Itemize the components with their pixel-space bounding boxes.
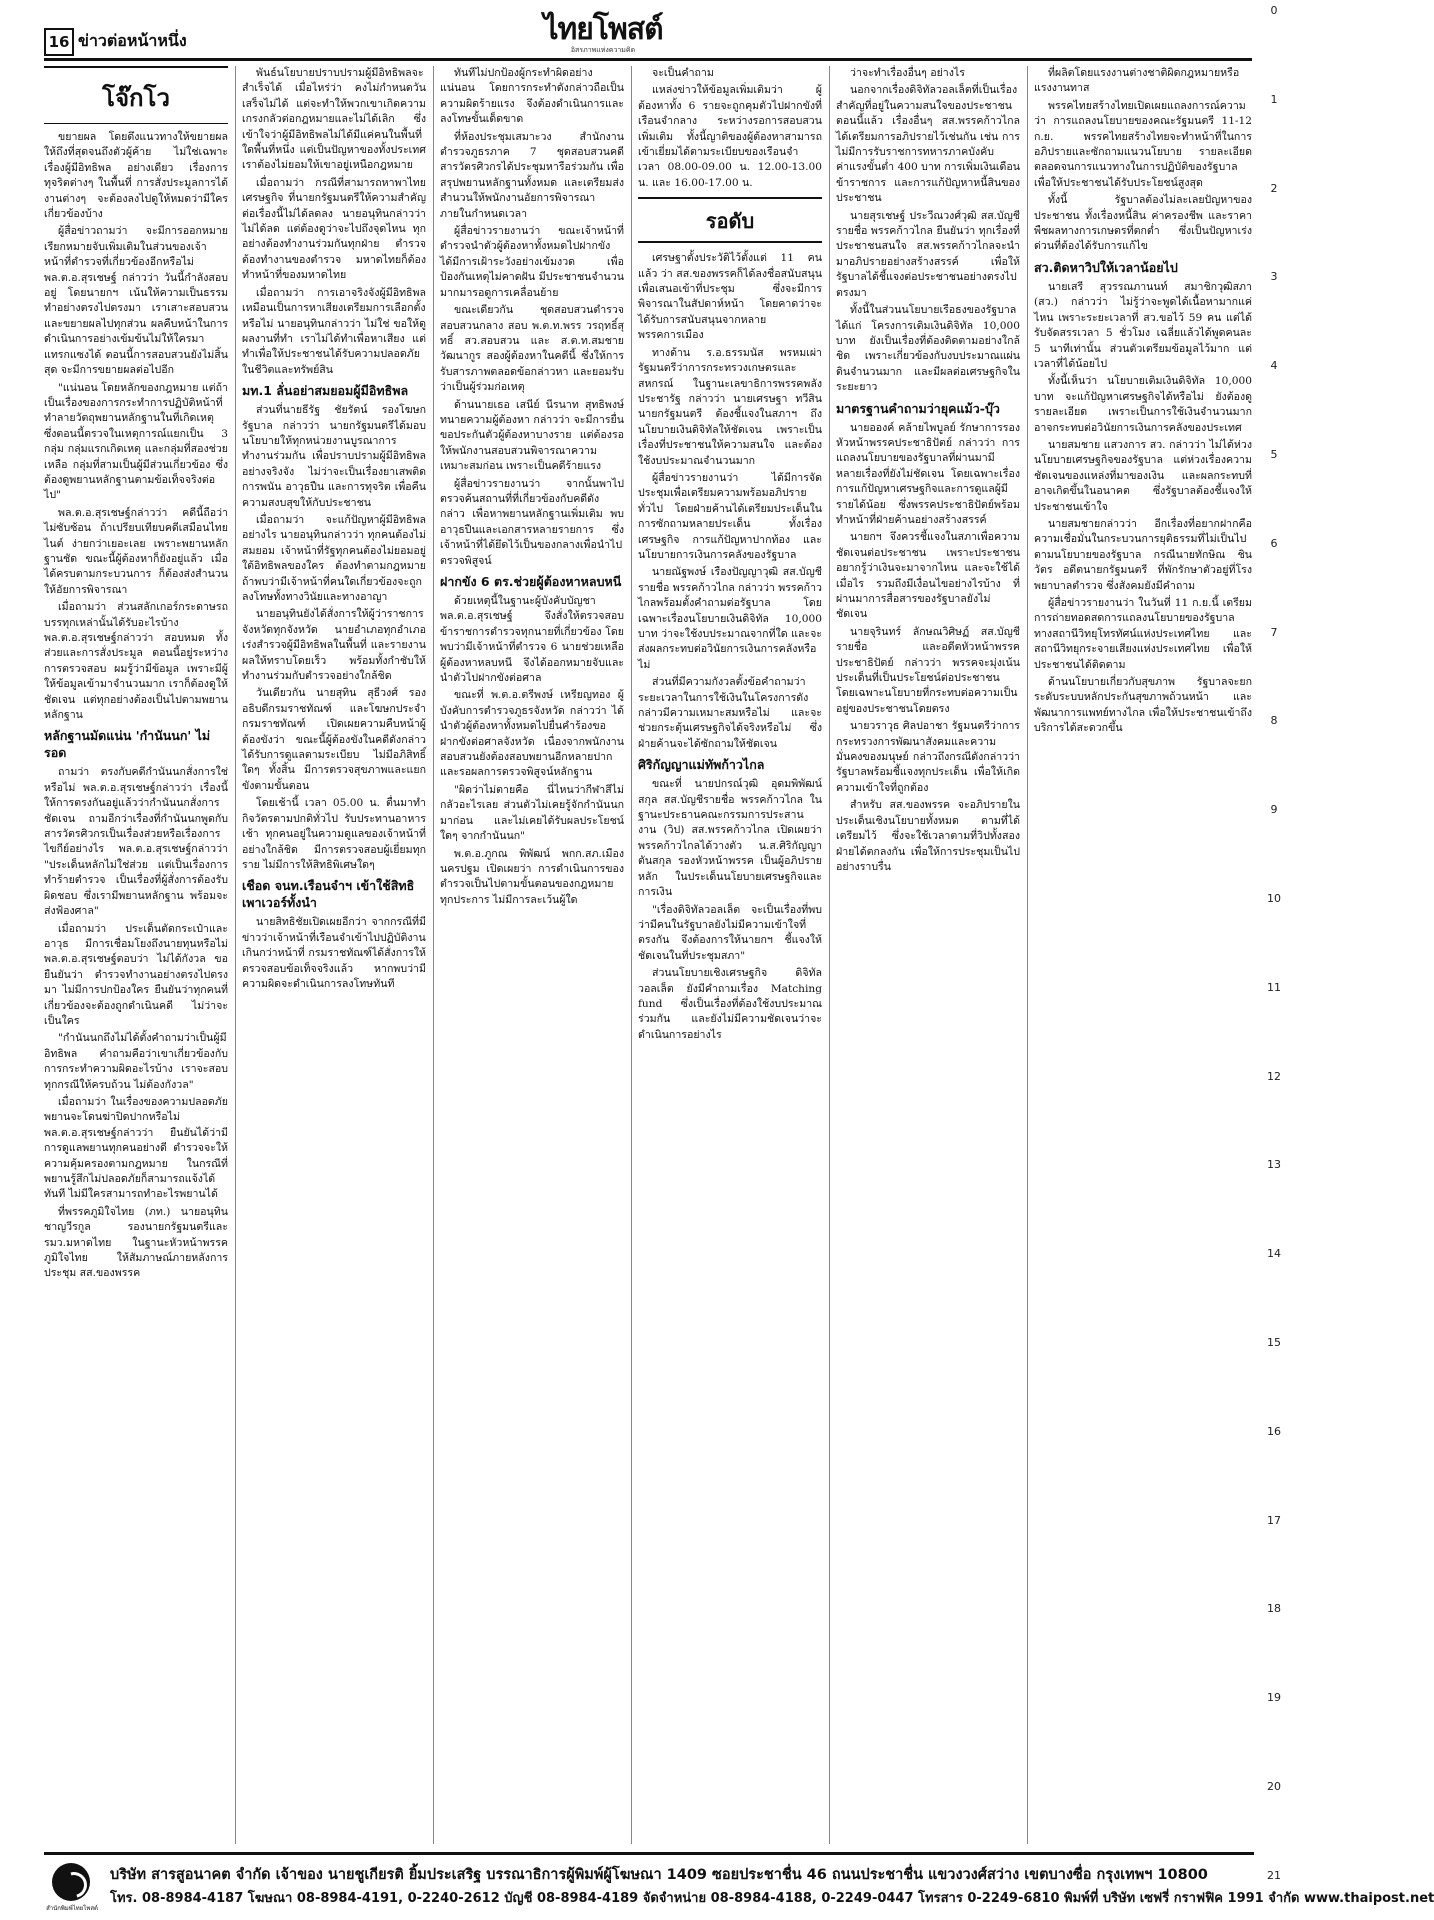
- article-paragraph: นายสมชาย แสวงการ สว. กล่าวว่า ไม่ได้ห่วงนโยบายเศรษฐกิจของรัฐบาล แต่ห่วงเรื่องความชัดเจนของแหล่งที่มาของเงิน และผลกระทบที่อาจเกิดขึ้นในอนาคต ซึ่งรัฐบาลต้องชี้แจงให้ประชาชนเข้าใจ: [1034, 438, 1252, 513]
- article-subheading: เชือด จนท.เรือนจำฯ เข้าใช้สิทธิเพาเวอร์ทั้งนำ: [242, 878, 415, 911]
- article-paragraph: ผู้สื่อข่าวรายงานว่า ในวันที่ 11 ก.ย.นี้ เตรียมการถ่ายทอดสดการแถลงนโยบายของรัฐบาลทางสถานีวิทยุโทรทัศน์แห่งประเทศไทย และสถานีวิทยุกระจายเสียงแห่งประเทศไทย เพื่อให้ประชาชนได้ติดตาม: [1034, 597, 1252, 671]
- article-paragraph: ทั้งนี้เห็นว่า นโยบายเติมเงินดิจิทัล 10,000 บาท จะแก้ปัญหาเศรษฐกิจได้หรือไม่ ยังต้องดูรายละเอียด เพราะเป็นการใช้เงินจำนวนมาก อาจกระทบต่อวินัยการเงินการคลังของประเทศ: [1034, 375, 1252, 434]
- edge-numbering: [1262, 0, 1286, 1920]
- article-paragraph: ทั้งนี้ในส่วนนโยบายเรือธงของรัฐบาล ได้แก่ โครงการเติมเงินดิจิทัล 10,000 บาท ยังเป็นเรื่องที่ต้องติดตามอย่างใกล้ชิด เพราะเกี่ยวข้องกับงบประมาณแผ่นดินจำนวนมาก และมีผลต่อเศรษฐกิจในระยะยาว: [836, 304, 1020, 394]
- logo-mark-icon: [52, 1863, 90, 1901]
- article-paragraph: จะเป็นคำถาม: [652, 67, 714, 79]
- article-paragraph: ขณะเดียวกัน ชุดสอบสวนตำรวจสอบสวนกลาง สอบ พ.ต.ท.พรร วรฤทธิ์สุทธิ์ สว.สอบสวน และ ส.ต.ท.สมชาย วัฒนากูร สองผู้ต้องหาในคดีนี้ ซึ่งให้การรับสารภาพตลอดข้อกล่าวหา และยอมรับว่าเป็นผู้ร่วมก่อเหตุ: [440, 304, 624, 394]
- edge-number: 6: [1270, 537, 1278, 550]
- article-paragraph: เมื่อถามว่า ในเรื่องของความปลอดภัยพยานจะโดนฆ่าปิดปากหรือไม่ พล.ต.อ.สุรเชษฐ์กล่าวว่า ยืนยันได้ว่ามีการดูแลพยานทุกคนอย่างดี ตำรวจจะให้ความคุ้มครองตามกฎหมาย ในกรณีที่พยานรู้สึกไม่ปลอดภัยก็สามารถแจ้งได้ทันที ไม่มีใครสามารถทำอะไรพยานได้: [44, 1095, 228, 1201]
- article-subheading: ฝากขัง 6 ตร.ช่วยผู้ต้องหาหลบหนี: [440, 574, 622, 589]
- edge-number: 21: [1267, 1869, 1281, 1882]
- article-paragraph: "เรื่องดิจิทัลวอลเล็ต จะเป็นเรื่องที่พบว่ามีคนในรัฐบาลยังไม่มีความเข้าใจที่ตรงกัน จึงต้องการให้นายกฯ ชี้แจงให้ชัดเจนในที่ประชุมสภา": [638, 903, 822, 962]
- article-paragraph: นายอองค์ คล้ายไพบูลย์ รักษาการรองหัวหน้าพรรคประชาธิปัตย์ กล่าวว่า การแถลงนโยบายของรัฐบาลที่ผ่านมามีหลายเรื่องที่ยังไม่ชัดเจน โดยเฉพาะเรื่องการแก้ปัญหาเศรษฐกิจและการดูแลผู้มีรายได้น้อย ซึ่งพรรคประชาธิปัตย์พร้อมทำหน้าที่ฝ่ายค้านอย่างสร้างสรรค์: [836, 421, 1020, 526]
- article-paragraph: นอกจากเรื่องดิจิทัลวอลเล็ตที่เป็นเรื่องสำคัญที่อยู่ในความสนใจของประชาชนตอนนี้แล้ว เรื่องอื่นๆ สส.พรรคก้าวไกลได้เตรียมการอภิปรายไว้เช่นกัน เช่น การไม่มีการรับราชการทหารภาคบังคับ ค่าแรงขั้นต่ำ 400 บาท การเพิ่มเงินเดือนข้าราชการ และการแก้ปัญหาหนี้สินของประชาชน: [836, 84, 1020, 205]
- article-paragraph: เมื่อถามว่า จะแก้ปัญหาผู้มีอิทธิพลอย่างไร นายอนุทินกล่าวว่า ทุกคนต้องไม่สมยอม เจ้าหน้าที่รัฐทุกคนต้องไม่ยอมอยู่ใต้อิทธิพลของใคร ต้องทำตามกฎหมาย ถ้าพบว่ามีเจ้าหน้าที่คนใดเกี่ยวข้องจะถูกลงโทษทั้งทางวินัยและทางอาญา: [242, 513, 426, 603]
- article-paragraph: ผู้สื่อข่าวรายงานว่า จากนั้นพาไปตรวจค้นสถานที่ที่เกี่ยวข้องกับคดีดังกล่าว เพื่อหาพยานหลักฐานเพิ่มเติม พบอาวุธปืนและเอกสารหลายรายการ ซึ่งเจ้าหน้าที่ได้ยึดไว้เป็นของกลางเพื่อนำไปตรวจพิสูจน์: [440, 477, 624, 567]
- masthead: [526, 14, 680, 56]
- article-paragraph: พล.ต.อ.สุรเชษฐ์กล่าวว่า คดีนี้ถือว่าไม่ซับซ้อน ถ้าเปรียบเทียบคดีเสมือนไทยไนต์ ง่ายกว่าเยอะเลย เพราะพยานหลักฐานชัด ขณะนี้ผู้ต้องหาก็ยังอยู่แล้ว เมื่อได้ครบตามกระบวนการ ก็ต้องส่งสำนวนให้อัยการพิจารณา: [44, 506, 228, 596]
- article-paragraph: ผู้สื่อข่าวรายงานว่า ได้มีการจัดประชุมเพื่อเตรียมความพร้อมอภิปรายทั่วไป โดยฝ่ายค้านได้เตรียมประเด็นในการซักถามหลายประเด็น ทั้งเรื่องเศรษฐกิจ การแก้ปัญหาปากท้อง และนโยบายการเงินการคลังของรัฐบาล: [638, 471, 822, 561]
- edge-number: 16: [1267, 1425, 1281, 1438]
- column-1: [44, 66, 228, 1844]
- edge-number: 7: [1270, 626, 1278, 639]
- logo-text: สำนักพิมพ์ไทยโพสต์: [46, 1905, 98, 1912]
- edge-number: 2: [1270, 182, 1278, 195]
- article-paragraph: "ผิดว่าไม่ตายคือ นี่ไหนว่ากีฬาสีไม่กลัวอะไรเลย ส่วนตัวไม่เคยรู้จักกำนันนก มาก่อน และไม่เคยได้รับผลประโยชน์ใดๆ จากกำนันนก": [440, 783, 624, 843]
- article-paragraph: ทันทีไม่ปกป้องผู้กระทำผิดอย่างแน่นอน โดยการกระทำดังกล่าวถือเป็นความผิดร้ายแรง จึงต้องดำเนินการและลงโทษขั้นเด็ดขาด: [440, 67, 624, 126]
- edge-number: 0: [1270, 4, 1278, 17]
- article-paragraph: ส่วนที่มีความกังวลตั้งข้อคำถามว่า ระยะเวลาในการใช้เงินในโครงการดังกล่าวมีความเหมาะสมหรือไม่ และจะช่วยกระตุ้นเศรษฐกิจได้จริงหรือไม่ ซึ่งฝ่ายค้านจะได้ซักถามให้ชัดเจน: [638, 676, 822, 750]
- article-paragraph: ทั้งนี้ รัฐบาลต้องไม่ละเลยปัญหาของประชาชน ทั้งเรื่องหนี้สิน ค่าครองชีพ และราคาพืชผลทางการเกษตรที่ตกต่ำ ซึ่งเป็นปัญหาเร่งด่วนที่ต้องได้รับการแก้ไข: [1034, 194, 1252, 253]
- article-subheading: มาตรฐานคำถามว่ายุคแม้ว-บุ๊ว: [836, 400, 1000, 416]
- column-5: [836, 66, 1020, 1844]
- column-6: [1034, 66, 1252, 1844]
- article-paragraph: "กำนันนกถึงไม่ได้ตั้งคำถามว่าเป็นผู้มีอิทธิพล คำถามคือว่าเขาเกี่ยวข้องกับการกระทำความผิดอะไรบ้าง เราจะสอบทุกกรณีให้ครบถ้วน ไม่ต้องกังวล": [44, 1032, 228, 1091]
- article-paragraph: ด้านนโยบายเกี่ยวกับสุขภาพ รัฐบาลจะยกระดับระบบหลักประกันสุขภาพถ้วนหน้า และพัฒนาการแพทย์ทางไกล เพื่อให้ประชาชนเข้าถึงบริการได้สะดวกขึ้น: [1034, 676, 1252, 735]
- publisher-logo: [44, 1861, 100, 1913]
- article-paragraph: เมื่อถามว่า ประเด็นตัดกระเป๋าและอาวุธ มีการเชื่อมโยงถึงนายทุนหรือไม่ พล.ต.อ.สุรเชษฐ์ตอบว่า ไม่ได้กังวล ขอยืนยันว่า ตำรวจทำงานอย่างตรงไปตรงมา ไม่มีการปกป้องใคร ยืนยันว่าทุกคนที่เกี่ยวข้องจะต้องถูกดำเนินคดี ไม่ว่าจะเป็นใคร: [44, 922, 228, 1027]
- column-divider: [433, 66, 434, 1844]
- edge-number: 9: [1270, 803, 1278, 816]
- section-title: ข่าวต่อหน้าหนึ่ง: [78, 31, 187, 50]
- edge-number: 15: [1267, 1336, 1281, 1349]
- article-paragraph: โดยเช้านี้ เวลา 05.00 น. ตื่นมาทำกิจวัตรตามปกติทั่วไป รับประทานอาหารเช้า ทุกคนอยู่ในความดูแลของเจ้าหน้าที่อย่างใกล้ชิด มีการตรวจสอบผู้เยี่ยมทุกราย ไม่มีการให้สิทธิพิเศษใดๆ: [242, 797, 426, 871]
- article-paragraph: "แน่นอน โดยหลักของกฎหมาย แต่ถ้าเป็นเรื่องของการกระทำการปฏิบัติหน้าที่ทำลายวัตถุพยานหลักฐานในที่เกิดเหตุ ซึ่งตอนนี้ตรวจในเหตุการณ์แยกเป็น 3 กลุ่ม กลุ่มแรกเกิดเหตุ และกลุ่มที่สองช่วยเหลือ กลุ่มที่สามเป็นผู้มีส่วนเกี่ยวข้อง ซึ่งต้องดูพยานหลักฐานตามข้อเท็จจริงต่อไป": [44, 381, 228, 502]
- column-4: [638, 66, 822, 1844]
- article-subheading: มท.1 ลั่นอย่าสมยอมผู้มีอิทธิพล: [242, 383, 409, 399]
- article-paragraph: พรรคไทยสร้างไทยเปิดเผยแถลงการณ์ความว่า การแถลงนโยบายของคณะรัฐมนตรี 11-12 ก.ย. พรรคไทยสร้างไทยจะทำหน้าที่ในการอภิปรายและซักถามแนวนโยบาย รายละเอียด ตลอดจนการแนวทางในการปฏิบัติของรัฐบาล เพื่อให้ประชาชนได้รับประโยชน์สูงสุด: [1034, 99, 1252, 189]
- column-divider: [235, 66, 236, 1844]
- article-paragraph: ว่าจะทำเรื่องอื่นๆ อย่างไร: [850, 67, 965, 79]
- column-title: โจ๊กโว: [44, 66, 228, 124]
- edge-number: 4: [1270, 359, 1278, 372]
- article-paragraph: ที่พรรคภูมิใจไทย (ภท.) นายอนุทิน ชาญวีรกูล รองนายกรัฐมนตรีและ รมว.มหาดไทย ในฐานะหัวหน้าพรรคภูมิใจไทย ให้สัมภาษณ์ภายหลังการประชุม สส.ของพรรค: [44, 1205, 228, 1280]
- article-paragraph: นายกฯ จึงควรชี้แจงในสภาเพื่อความชัดเจนต่อประชาชน เพราะประชาชนอยากรู้ว่าเงินจะมาจากไหน และจะใช้ได้เมื่อไร รวมถึงมีเงื่อนไขอย่างไรบ้าง ที่ผ่านมาการสื่อสารของรัฐบาลยังไม่ชัดเจน: [836, 531, 1020, 621]
- article-paragraph: ส่วนที่นายธีรัฐ ชัยรัตน์ รองโฆษกรัฐบาล กล่าวว่า นายกรัฐมนตรีได้มอบนโยบายให้ทุกหน่วยงานบูรณาการทำงานร่วมกัน เพื่อปราบปรามผู้มีอิทธิพลอย่างจริงจัง ไม่ว่าจะเป็นเรื่องยาเสพติด การพนัน อาวุธปืน และการทุจริต เพื่อคืนความสงบสุขให้กับประชาชน: [242, 404, 426, 509]
- article-subheading: สว.ติดหาวิปให้เวลาน้อยไป: [1034, 259, 1178, 275]
- article-paragraph: สำหรับ สส.ของพรรค จะอภิปรายในประเด็นเชิงนโยบายทั้งหมด ตามที่ได้เตรียมไว้ ซึ่งจะใช้เวลาตามที่วิปทั้งสองฝ่ายได้ตกลงกัน เพื่อให้การประชุมเป็นไปอย่างราบรื่น: [836, 799, 1020, 873]
- column-divider: [631, 66, 632, 1844]
- article-paragraph: ด้านนายเธอ เสนีย์ นีรนาท สุทธิพงษ์ ทนายความผู้ต้องหา กล่าวว่า จะมีการยื่นขอประกันตัวผู้ต้องหาบางราย แต่ต้องรอให้พนักงานสอบสวนพิจารณาความเหมาะสมก่อน เพราะเป็นคดีร้ายแรง: [440, 398, 624, 473]
- article-paragraph: เศรษฐาตั้งประวัติไว้ตั้งแต่ 11 คน แล้ว ว่า สส.ของพรรคก็ได้ลงชื่อสนับสนุนเพื่อเสนอเข้าที่ประชุม ซึ่งจะมีการพิจารณาในสัปดาห์หน้า โดยคาดว่าจะได้รับการสนับสนุนจากหลายพรรคการเมือง: [638, 252, 822, 342]
- masthead-title: ไทยโพสต์: [543, 12, 663, 47]
- article-paragraph: แหล่งข่าวให้ข้อมูลเพิ่มเติมว่า ผู้ต้องหาทั้ง 6 รายจะถูกคุมตัวไปฝากขังที่เรือนจำกลาง ระหว่างรอการสอบสวนเพิ่มเติม ทั้งนี้ญาติของผู้ต้องหาสามารถเข้าเยี่ยมได้ตามระเบียบของเรือนจำ เวลา 08.00-09.00 น. 12.00-13.00 น. และ 16.00-17.00 น.: [638, 84, 822, 189]
- article-paragraph: ขณะที่ นายปกรณ์วุฒิ อุดมพิพัฒน์สกุล สส.บัญชีรายชื่อ พรรคก้าวไกล ในฐานะประธานคณะกรรมการประสานงาน (วิป) สส.พรรคก้าวไกล เปิดเผยว่า พรรคก้าวไกลได้วางตัว น.ส.ศิริกัญญา ตันสกุล รองหัวหน้าพรรค เป็นผู้อภิปรายหลัก ในประเด็นนโยบายเศรษฐกิจและการเงิน: [638, 778, 822, 899]
- edge-number: 1: [1270, 93, 1278, 106]
- article-paragraph: นายณัฐพงษ์ เรืองปัญญาวุฒิ สส.บัญชีรายชื่อ พรรคก้าวไกล กล่าวว่า พรรคก้าวไกลพร้อมตั้งคำถามต่อรัฐบาล โดยเฉพาะเรื่องนโยบายเงินดิจิทัล 10,000 บาท ว่าจะใช้งบประมาณจากที่ใด และจะส่งผลกระทบต่อวินัยการเงินการคลังหรือไม่: [638, 566, 822, 671]
- edge-number: 18: [1267, 1602, 1281, 1615]
- article-paragraph: พ.ต.อ.ภูกณ พิพัฒน์ พกก.สภ.เมืองนครปฐม เปิดเผยว่า การดำเนินการของตำรวจเป็นไปตามขั้นตอนของกฎหมายทุกประการ ไม่มีการละเว้นผู้ใด: [440, 847, 624, 906]
- article-subheading: ศิริกัญญาแม่ทัพก้าวไกล: [638, 757, 765, 773]
- article-paragraph: นายจุรินทร์ ลักษณวิศิษฏ์ สส.บัญชีรายชื่อ และอดีตหัวหน้าพรรคประชาธิปัตย์ กล่าวว่า พรรคจะมุ่งเน้นประเด็นที่เป็นประโยชน์ต่อประชาชน โดยเฉพาะนโยบายที่กระทบต่อความเป็นอยู่ของประชาชนโดยตรง: [836, 625, 1020, 715]
- article-paragraph: ขณะที่ พ.ต.อ.ตรีพงษ์ เหรียญทอง ผู้บังคับการตำรวจภูธรจังหวัด กล่าวว่า ได้นำตัวผู้ต้องหาทั้งหมดไปยื่นคำร้องขอฝากขังต่อศาลจังหวัด เนื่องจากพนักงานสอบสวนยังต้องสอบพยานอีกหลายปาก และรอผลการตรวจพิสูจน์หลักฐาน: [440, 689, 624, 779]
- edge-number: 11: [1267, 981, 1281, 994]
- edge-number: 12: [1267, 1070, 1281, 1083]
- column-3: [440, 66, 624, 1844]
- article-paragraph: ถามว่า ตรงกับคดีกำนันนกสั่งการใช่หรือไม่ พล.ต.อ.สุรเชษฐ์กล่าวว่า เรื่องนี้ให้การตรงกันอยู่แล้วว่ากำนันนกสั่งการชัดเจน ถามอีกว่าเรื่องที่กำนันนกพูดกับสารวัตรศิวกรเป็นเรื่องส่วยหรือเรื่องการไขกีย์อย่างไร พล.ต.อ.สุรเชษฐ์กล่าวว่า "ประเด็นหลักไม่ใช่ส่วย แต่เป็นเรื่องการทำร้ายตำรวจ เป็นเรื่องที่ผู้สั่งการต้องรับผิดชอบ ซึ่งเรามีพยานหลักฐาน พร้อมจะส่งฟ้องศาล": [44, 766, 228, 918]
- article-paragraph: เมื่อถามว่า กรณีที่สามารถหาพาไทยเศรษฐกิจ ที่นายกรัฐมนตรีให้ความสำคัญต่อเรื่องนี้ไม่ได้ลดลง นายอนุทินกล่าวว่า ไม่ได้ลด แต่ต้องดูว่าจะไปถึงจุดไหน ทุกอย่างต้องทำงานร่วมกันทุกฝ่าย ตำรวจต้องทำงานของตำรวจ มหาดไทยก็ต้องทำหน้าที่ของมหาดไทย: [242, 176, 426, 282]
- edge-number: 8: [1270, 714, 1278, 727]
- article-paragraph: นายสิทธิชัยเปิดเผยอีกว่า จากกรณีที่มีข่าวว่าเจ้าหน้าที่เรือนจำเข้าไปปฏิบัติงานเกินกว่าหน้าที่ กรมราชทัณฑ์ได้สั่งการให้ตรวจสอบข้อเท็จจริงแล้ว หากพบว่ามีความผิดจะดำเนินการลงโทษทันที: [242, 916, 426, 990]
- article-paragraph: ด้วยเหตุนี้ในฐานะผู้บังคับบัญชา พล.ต.อ.สุรเชษฐ์ จึงสั่งให้ตรวจสอบข้าราชการตำรวจทุกนายที่เกี่ยวข้อง โดยพบว่ามีเจ้าหน้าที่ตำรวจ 6 นายช่วยเหลือผู้ต้องหาหลบหนี จึงได้ออกหมายจับและนำตัวไปฝากขังต่อศาล: [440, 595, 624, 685]
- header-rule: [44, 58, 1252, 61]
- column-divider: [1027, 66, 1028, 1844]
- column-divider: [829, 66, 830, 1844]
- edge-number: 17: [1267, 1514, 1281, 1527]
- article-paragraph: นายสุรเชษฐ์ ประวีณวงศ์วุฒิ สส.บัญชีรายชื่อ พรรคก้าวไกล ยืนยันว่า ทุกเรื่องที่ประชาชนสนใจ สส.พรรคก้าวไกลจะนำมาอภิปรายอย่างสร้างสรรค์ เพื่อให้รัฐบาลได้ชี้แจงต่อประชาชนอย่างตรงไปตรงมา: [836, 209, 1020, 299]
- article-paragraph: นายอนุทินยังได้สั่งการให้ผู้ว่าราชการจังหวัดทุกจังหวัด นายอำเภอทุกอำเภอ เร่งสำรวจผู้มีอิทธิพลในพื้นที่ และรายงานผลให้ทราบโดยเร็ว พร้อมทั้งกำชับให้ทำงานร่วมกับตำรวจอย่างใกล้ชิด: [242, 608, 426, 683]
- column-2: [242, 66, 426, 1844]
- section-heading: รอดับ: [638, 197, 822, 243]
- edge-number: 19: [1267, 1691, 1281, 1704]
- article-paragraph: ทางด้าน ร.อ.ธรรมนัส พรหมเผ่า รัฐมนตรีว่าการกระทรวงเกษตรและสหกรณ์ ในฐานะเลขาธิการพรรคพลังประชารัฐ กล่าวว่า นายเศรษฐา ทวีสิน นายกรัฐมนตรี ต้องชี้แจงในสภาฯ ถึงนโยบายเงินดิจิทัลให้ชัดเจน เพราะเป็นเรื่องที่ประชาชนให้ความสนใจ และต้องใช้งบประมาณจำนวนมาก: [638, 346, 822, 467]
- imprint-line-1: บริษัท สารสูอนาคต จำกัด เจ้าของ นายชูเกียรติ ยิ้มประเสริฐ บรรณาธิการผู้พิมพ์ผู้โฆษณา 1409 ซอยประชาชื่น 46 ถนนประชาชื่น แขวงวงศ์สว่าง เขตบางซื่อ กรุงเทพฯ 10800: [110, 1867, 1208, 1883]
- edge-number: 20: [1267, 1780, 1281, 1793]
- edge-number: 3: [1270, 270, 1278, 283]
- article-subheading: หลักฐานมัดแน่น 'กำนันนก' ไม่รอด: [44, 728, 211, 761]
- article-paragraph: เมื่อถามว่า การเอาจริงจังผู้มีอิทธิพล เหมือนเป็นการหาเสียงเตรียมการเลือกตั้งหรือไม่ นายอนุทินกล่าวว่า ไม่ใช่ ขอให้ดูผลงานที่ทำ เราไม่ได้ทำเพื่อหาเสียง แต่ทำเพื่อให้ประชาชนได้รับความปลอดภัยในชีวิตและทรัพย์สิน: [242, 286, 426, 376]
- article-paragraph: เมื่อถามว่า ส่วนสลักเกอร์กระดาษรถบรรทุกเหล่านั้นได้รับอะไรบ้าง พล.ต.อ.สุรเชษฐ์กล่าวว่า สอบหมด ทั้งส่วยและการสั่งประมูล ตอนนี้อยู่ระหว่างการตรวจสอบ ผมรู้ว่ามีข้อมูล เพราะมีผู้ให้ข้อมูลเข้ามาจำนวนมาก เราก็ต้องดูให้ชัดเจน แต่ทุกอย่างต้องเป็นไปตามพยานหลักฐาน: [44, 601, 228, 722]
- edge-number: 5: [1270, 448, 1278, 461]
- edge-number: 10: [1267, 892, 1281, 905]
- edge-number: 13: [1267, 1158, 1281, 1171]
- edge-number: 14: [1267, 1247, 1281, 1260]
- article-paragraph: นายวราวุธ ศิลปอาชา รัฐมนตรีว่าการกระทรวงการพัฒนาสังคมและความมั่นคงของมนุษย์ กล่าวถึงกรณีดังกล่าวว่า รัฐบาลพร้อมชี้แจงทุกประเด็น เพื่อให้เกิดความเข้าใจที่ถูกต้อง: [836, 720, 1020, 794]
- masthead-tagline: อิสรภาพแห่งความคิด: [570, 46, 636, 54]
- article-paragraph: วันเดียวกัน นายสุทิน สุธีวงศ์ รองอธิบดีกรมราชทัณฑ์ และโฆษกประจำกรมราชทัณฑ์ เปิดเผยความคืบหน้าผู้ต้องขังว่า ขณะนี้ผู้ต้องขังในคดีดังกล่าวได้รับการดูแลตามระเบียบ ไม่มีอภิสิทธิ์ใดๆ ทั้งสิ้น มีการตรวจสุขภาพและแยกขังตามขั้นตอน: [242, 687, 426, 792]
- article-paragraph: ส่วนนโยบายเชิงเศรษฐกิจ ดิจิทัล วอลเล็ต ยังมีคำถามเรื่อง Matching fund ซึ่งเป็นเรื่องที่ต้องใช้งบประมาณร่วมกัน และยังไม่มีความชัดเจนว่าจะดำเนินการอย่างไร: [638, 967, 822, 1041]
- imprint-line-2: โทร. 08-8984-4187 โฆษณา 08-8984-4191, 0-2240-2612 บัญชี 08-8984-4189 จัดจำหน่าย 08-8984-4188, 0-2249-0447 โทรสาร 0-2249-6810 พิมพ์ที่ บริษัท เซฟรี่ กราฟฟิค 1991 จำกัด www.thaipost.net: [110, 1891, 1434, 1906]
- article-paragraph: นายเสรี สุวรรณภานนท์ สมาชิกวุฒิสภา (สว.) กล่าวว่า ไม่รู้ว่าจะพูดได้เนื้อหามากแค่ไหน เพราะระยะเวลาที่ สว.ขอไว้ 59 คน แต่ได้รับจัดสรรเวลา 5 ชั่วโมง เฉลี่ยแล้วได้พูดคนละ 5 นาทีเท่านั้น ส่วนตัวเตรียมข้อมูลไว้มาก แต่เวลาที่ได้น้อยไป: [1034, 280, 1252, 370]
- article-paragraph: ผู้สื่อข่าวถามว่า จะมีการออกหมายเรียกหมายจับเพิ่มเติมในส่วนของเจ้าหน้าที่ตำรวจที่เกี่ยวข้องอีกหรือไม่ พล.ต.อ.สุรเชษฐ์ กล่าวว่า วันนี้กำลังสอบอยู่ โดยนายกฯ เน้นให้ความเป็นธรรม ทำอย่างตรงไปตรงมา เราเสาะสอบสวนและขยายผลไปทุกส่วน ผลคืบหน้าในการดำเนินการอย่างเข้มข้นไม่ให้ใครมาแทรกแซงได้ ตอนนี้การสอบสวนยังไม่สิ้นสุด จะมีการขยายผลต่อไปอีก: [44, 225, 228, 377]
- page-number: 16: [44, 28, 74, 56]
- article-paragraph: พันธ์นโยบายปราบปรามผู้มีอิทธิพลจะสำเร็จได้ เมื่อไหร่ว่า คงไม่กำหนดวันเสร็จไม่ได้ แต่จะทำให้พวกเขาเกิดความเกรงกลัวต่อกฎหมายและไม่ได้เลิก ซึ่งเข้าใจว่าผู้มีอิทธิพลไม่ได้มีแค่คนในพื้นที่ใดพื้นที่หนึ่ง แต่เป็นปัญหาของทั้งประเทศ เราต้องไม่ยอมให้เขาอยู่เหนือกฎหมาย: [242, 67, 426, 172]
- article-paragraph: ขยายผล โดยดึงแนวทางให้ขยายผลให้ถึงที่สุดจนถึงตัวผู้ค้าย ไม่ใช่เฉพาะเรื่องผู้มีอิทธิพล อย่างเดียว เรื่องการทุจริตต่างๆ ในพื้นที่ การสั่งประมูลการได้งานต่างๆ จะต้องลงไปดูให้หมดว่ามีใครเกี่ยวข้องบ้าง: [44, 131, 228, 221]
- article-paragraph: นายสมชายกล่าวว่า อีกเรื่องที่อยากฝากคือ ความเชื่อมั่นในกระบวนการยุติธรรมที่ไม่เป็นไปตามนโยบายของรัฐบาล กรณีนายทักษิณ ชินวัตร อดีตนายกรัฐมนตรี ที่พักรักษาตัวอยู่ที่โรงพยาบาลตำรวจ ซึ่งสังคมยังมีคำถาม: [1034, 517, 1252, 592]
- article-paragraph: ที่ห้องประชุมเสมาะวง สำนักงานตำรวจภูธรภาค 7 ชุดสอบสวนคดีสารวัตรศิวกรได้ประชุมหารือร่วมกัน เพื่อสรุปพยานหลักฐานทั้งหมด และเตรียมส่งสำนวนให้พนักงานอัยการพิจารณาภายในกำหนดเวลา: [440, 130, 624, 220]
- article-paragraph: ผู้สื่อข่าวรายงานว่า ขณะเจ้าหน้าที่ตำรวจนำตัวผู้ต้องหาทั้งหมดไปฝากขัง ได้มีการเฝ้าระวังอย่างเข้มงวด เพื่อป้องกันเหตุไม่คาดฝัน มีประชาชนจำนวนมากมารอดูการเคลื่อนย้าย: [440, 225, 624, 299]
- article-paragraph: ที่ผลิตโดยแรงงานต่างชาติผิดกฎหมายหรือแรงงานทาส: [1034, 67, 1240, 95]
